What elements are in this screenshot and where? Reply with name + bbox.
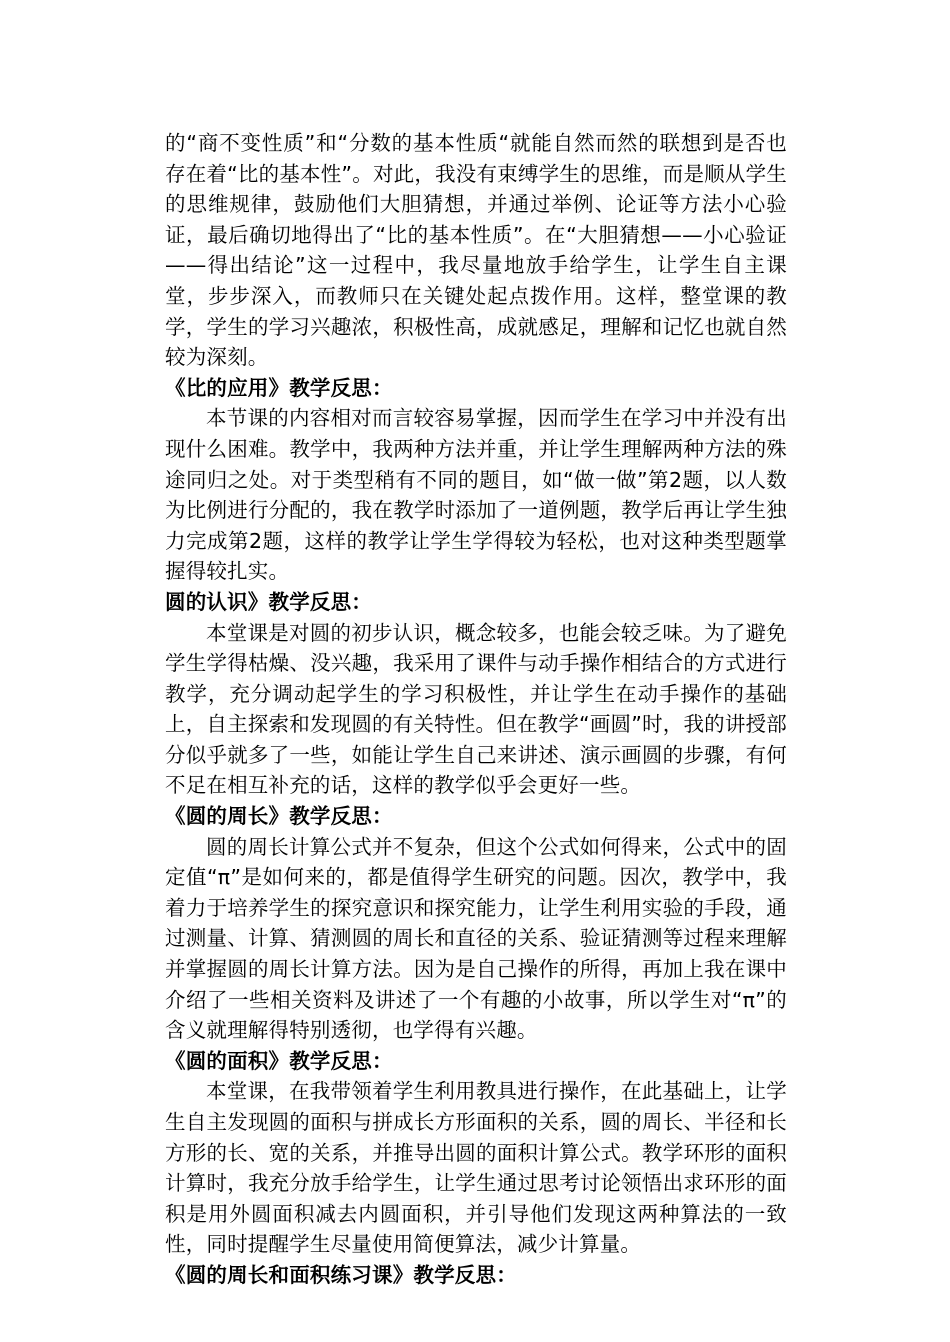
section-body-circle-recognition: 本堂课是对圆的初步认识，概念较多，也能会较乏味。为了避免学生学得枯燥、没兴趣，我采用了课件与动手操作相结合的方式进行教学，充分调动起学生的学习积极性，并让学生在动手操作的基础上，自主探索和发现圆的有关特性。但在教学“画圆”时，我的讲授部分似乎就多了一些，如能让学生自己来讲述、演示画圆的步骤，有何不足在相互补充的话，这样的教学似乎会更好一些。 <box>165 620 787 798</box>
section-heading-ratio-application: 《比的应用》教学反思： <box>165 375 393 400</box>
section-heading-circle-area: 《圆的面积》教学反思： <box>165 1048 393 1073</box>
section-body-ratio-application: 本节课的内容相对而言较容易掌握，因而学生在学习中并没有出现什么困难。教学中，我两种方法并重，并让学生理解两种方法的殊途同归之处。对于类型稍有不同的题目，如“做一做”第2题，以人数为比例进行分配的，我在教学时添加了一道例题，教学后再让学生独力完成第2题，这样的教学让学生学得较为轻松，也对这种类型题掌握得较扎实。 <box>165 406 787 584</box>
section-heading-practice-lesson: 《圆的周长和面积练习课》教学反思： <box>165 1262 517 1287</box>
section-body-circle-area: 本堂课，在我带领着学生利用教具进行操作，在此基础上，让学生自主发现圆的面积与拼成长方形面积的关系，圆的周长、半径和长方形的长、宽的关系，并推导出圆的面积计算公式。教学环形的面积计算时，我充分放手给学生，让学生通过思考讨论领悟出求环形的面积是用外圆面积减去内圆面积，并引导他们发现这两种算法的一致性，同时提醒学生尽量使用简便算法，减少计算量。 <box>165 1079 787 1257</box>
section-body-circle-circumference: 圆的周长计算公式并不复杂，但这个公式如何得来，公式中的固定值“π”是如何来的，都是值得学生研究的问题。因次，教学中，我着力于培养学生的探究意识和探究能力，让学生利用实验的手段，通过测量、计算、猜测圆的周长和直径的关系、验证猜测等过程来理解并掌握圆的周长计算方法。因为是自己操作的所得，再加上我在课中介绍了一些相关资料及讲述了一个有趣的小故事，所以学生对“π”的含义就理解得特别透彻，也学得有兴趣。 <box>165 834 787 1043</box>
document-page <box>165 128 787 1291</box>
section-heading-circle-circumference: 《圆的周长》教学反思： <box>165 804 393 829</box>
intro-paragraph: 的“商不变性质”和“分数的基本性质“就能自然而然的联想到是否也存在着“比的基本性”。对此，我没有束缚学生的思维，而是顺从学生的思维规律，鼓励他们大胆猜想，并通过举例、论证等方法小心验证，最后确切地得出了“比的基本性质”。在“大胆猜想——小心验证——得出结论”这一过程中，我尽量地放手给学生，让学生自主课堂，步步深入，而教师只在关键处起点拨作用。这样，整堂课的教学，学生的学习兴趣浓，积极性高，成就感足，理解和记忆也就自然较为深刻。 <box>165 131 787 370</box>
section-heading-circle-recognition: 圆的认识》教学反思： <box>165 589 372 614</box>
